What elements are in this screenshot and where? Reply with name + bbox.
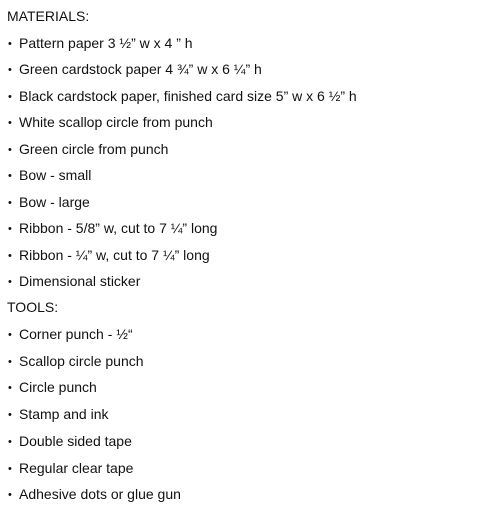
materials-item	[8, 113, 213, 132]
materials-heading: MATERIALS:	[7, 8, 90, 24]
bullet: •	[8, 382, 12, 394]
materials-item-label: Bow - large	[19, 194, 90, 210]
materials-item	[8, 87, 357, 106]
tools-item-label: Scallop circle punch	[19, 353, 144, 369]
bullet: •	[8, 436, 12, 448]
tools-item	[8, 405, 109, 424]
bullet: •	[8, 489, 12, 501]
bullet: •	[8, 64, 12, 76]
materials-item	[8, 34, 193, 53]
bullet: •	[8, 170, 12, 182]
bullet: •	[8, 38, 12, 50]
tools-item-label: Adhesive dots or glue gun	[19, 486, 181, 502]
bullet: •	[8, 463, 12, 475]
tools-item	[8, 378, 97, 397]
bullet: •	[8, 276, 12, 288]
bullet: •	[8, 329, 12, 341]
bullet: •	[8, 356, 12, 368]
bullet: •	[8, 144, 12, 156]
materials-item	[8, 60, 262, 79]
materials-item	[8, 193, 90, 212]
materials-item	[8, 246, 210, 265]
bullet: •	[8, 409, 12, 421]
tools-heading: TOOLS:	[7, 299, 59, 315]
materials-item-label: Ribbon - 5/8” w, cut to 7 ¼” long	[19, 220, 218, 236]
tools-item-label: Regular clear tape	[19, 460, 134, 476]
materials-item-label: Green circle from punch	[19, 141, 169, 157]
materials-item-label: White scallop circle from punch	[19, 114, 213, 130]
tools-item-label: Circle punch	[19, 379, 97, 395]
materials-item-label: Green cardstock paper 4 ¾” w x 6 ¼” h	[19, 61, 262, 77]
tools-item	[8, 352, 144, 371]
bullet: •	[8, 250, 12, 262]
tools-item-label: Stamp and ink	[19, 406, 109, 422]
tools-item	[8, 432, 132, 451]
tools-item-label: Double sided tape	[19, 433, 132, 449]
tools-item	[8, 485, 181, 504]
tools-item	[8, 459, 133, 478]
tools-item-label: Corner punch - ½“	[19, 326, 133, 342]
materials-item-label: Dimensional sticker	[19, 273, 141, 289]
bullet: •	[8, 223, 12, 235]
bullet: •	[8, 197, 12, 209]
materials-item	[8, 272, 140, 291]
tools-item	[8, 325, 133, 344]
materials-item-label: Black cardstock paper, finished card size 5” w x 6 ½” h	[19, 88, 357, 104]
materials-item	[8, 140, 168, 159]
bullet: •	[8, 117, 12, 129]
bullet: •	[8, 91, 12, 103]
materials-item	[8, 166, 91, 185]
materials-item-label: Ribbon - ¼” w, cut to 7 ¼” long	[19, 247, 210, 263]
materials-item-label: Bow - small	[19, 167, 92, 183]
materials-item-label: Pattern paper 3 ½” w x 4 ” h	[19, 35, 193, 51]
materials-item	[8, 219, 217, 238]
